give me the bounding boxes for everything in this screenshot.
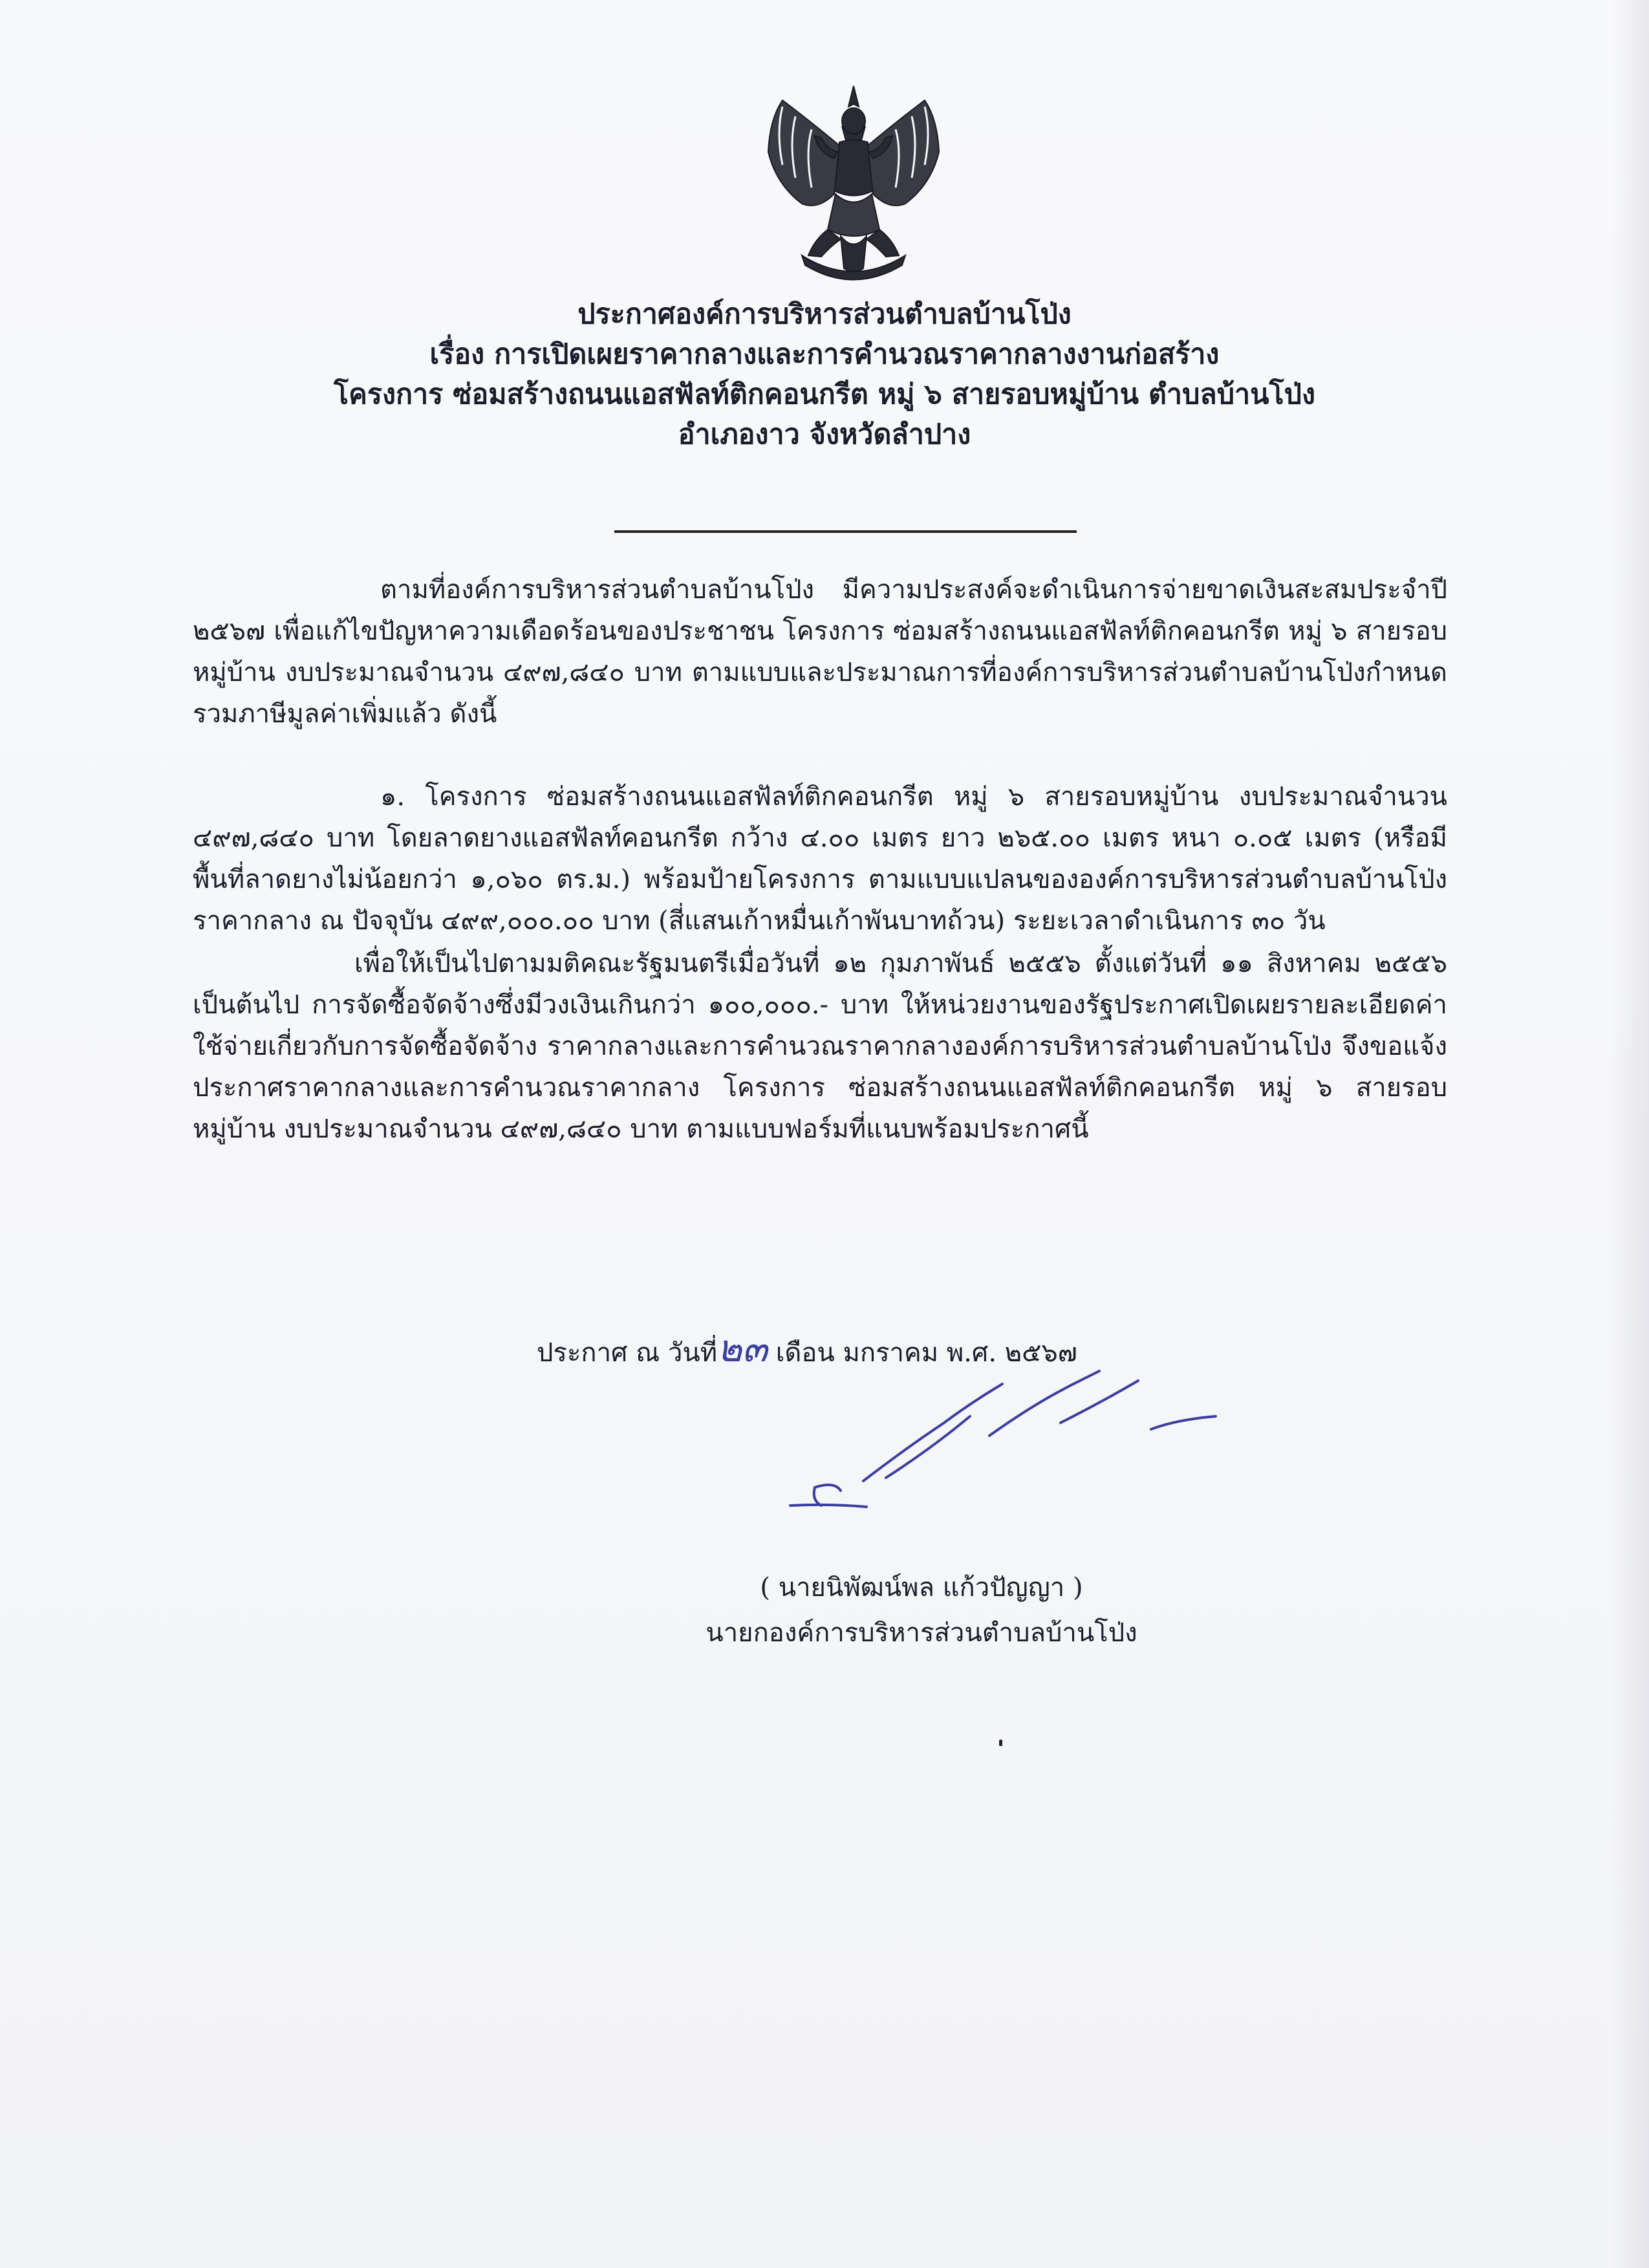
header-location: อำเภองาว จังหวัดลำปาง [678, 418, 971, 451]
body-paragraph-2: ๑. โครงการ ซ่อมสร้างถนนแอสฟัลท์ติกคอนกรีต หมู่ ๖ สายรอบหมู่บ้าน งบประมาณจำนวน ๔๙๗,๘๔๐ บาท โดยลาดยางแอสฟัลท์คอนกรีต กว้าง ๔.๐๐ เมตร ยาว ๒๖๕.๐๐ เมตร หนา ๐.๐๕ เมตร (หรือมีพื้นที่ลาดยางไม่น้อยกว่า ๑,๐๖๐ ตร.ม.) พร้อมป้ายโครงการ ตามแบบแปลนขององค์การบริหารส่วนตำบลบ้านโป่ง ราคากลาง ณ ปัจจุบัน ๔๙๙,๐๐๐.๐๐ บาท (สี่แสนเก้าหมื่นเก้าพันบาทถ้วน) ระยะเวลาดำเนินการ ๓๐ วัน [193, 782, 1447, 936]
header-title: ประกาศองค์การบริหารส่วนตำบลบ้านโป่ง [577, 298, 1072, 330]
announcement-prefix: ประกาศ ณ วันที่ [537, 1338, 718, 1368]
header-subject: เรื่อง การเปิดเผยราคากลางและการคำนวณราคากลางงานก่อสร้าง [429, 338, 1220, 371]
garuda-emblem-icon [757, 81, 951, 294]
header-divider [614, 530, 1077, 533]
document-header [194, 294, 1455, 455]
header-project: โครงการ ซ่อมสร้างถนนแอสฟัลท์ติกคอนกรีต หมู่ ๖ สายรอบหมู่บ้าน ตำบลบ้านโป่ง [334, 378, 1315, 411]
scan-edge-shadow [1610, 0, 1649, 2268]
body-paragraph-3: เพื่อให้เป็นไปตามมติคณะรัฐมนตรีเมื่อวันที่ ๑๒ กุมภาพันธ์ ๒๕๕๖ ตั้งแต่วันที่ ๑๑ สิงหาคม ๒๕๕๖ เป็นต้นไป การจัดซื้อจัดจ้างซึ่งมีวงเงินเกินกว่า ๑๐๐,๐๐๐.- บาท ให้หน่วยงานของรัฐประกาศเปิดเผยรายละเอียดค่าใช้จ่ายเกี่ยวกับการจัดซื้อจัดจ้าง ราคากลางและการคำนวณราคากลางองค์การบริหารส่วนตำบลบ้านโป่ง จึงขอแจ้งประกาศราคากลางและการคำนวณราคากลาง โครงการ ซ่อมสร้างถนนแอสฟัลท์ติกคอนกรีต หมู่ ๖ สายรอบหมู่บ้าน งบประมาณจำนวน ๔๙๗,๘๔๐ บาท ตามแบบฟอร์มที่แนบพร้อมประกาศนี้ [193, 949, 1447, 1144]
announcement-suffix: เดือน มกราคม พ.ศ. ๒๕๖๗ [775, 1338, 1077, 1368]
body-paragraph-1: ตามที่องค์การบริหารส่วนตำบลบ้านโป่ง มีความประสงค์จะดำเนินการจ่ายขาดเงินสะสมประจำปี ๒๕๖๗ เพื่อแก้ไขปัญหาความเดือดร้อนของประชาชน โครงการ ซ่อมสร้างถนนแอสฟัลท์ติกคอนกรีต หมู่ ๖ สายรอบหมู่บ้าน งบประมาณจำนวน ๔๙๗,๘๔๐ บาท ตามแบบและประมาณการที่องค์การบริหารส่วนตำบลบ้านโป่งกำหนด รวมภาษีมูลค่าเพิ่มแล้ว ดังนี้ [193, 575, 1448, 729]
announcement-day: ๒๓ [717, 1326, 768, 1370]
handwritten-signature [776, 1352, 1255, 1520]
signatory-name: ( นายนิพัฒน์พล แก้วปัญญา ) [760, 1573, 1083, 1603]
stray-mark [999, 1740, 1002, 1746]
signatory-title: นายกองค์การบริหารส่วนตำบลบ้านโป่ง [706, 1618, 1137, 1648]
